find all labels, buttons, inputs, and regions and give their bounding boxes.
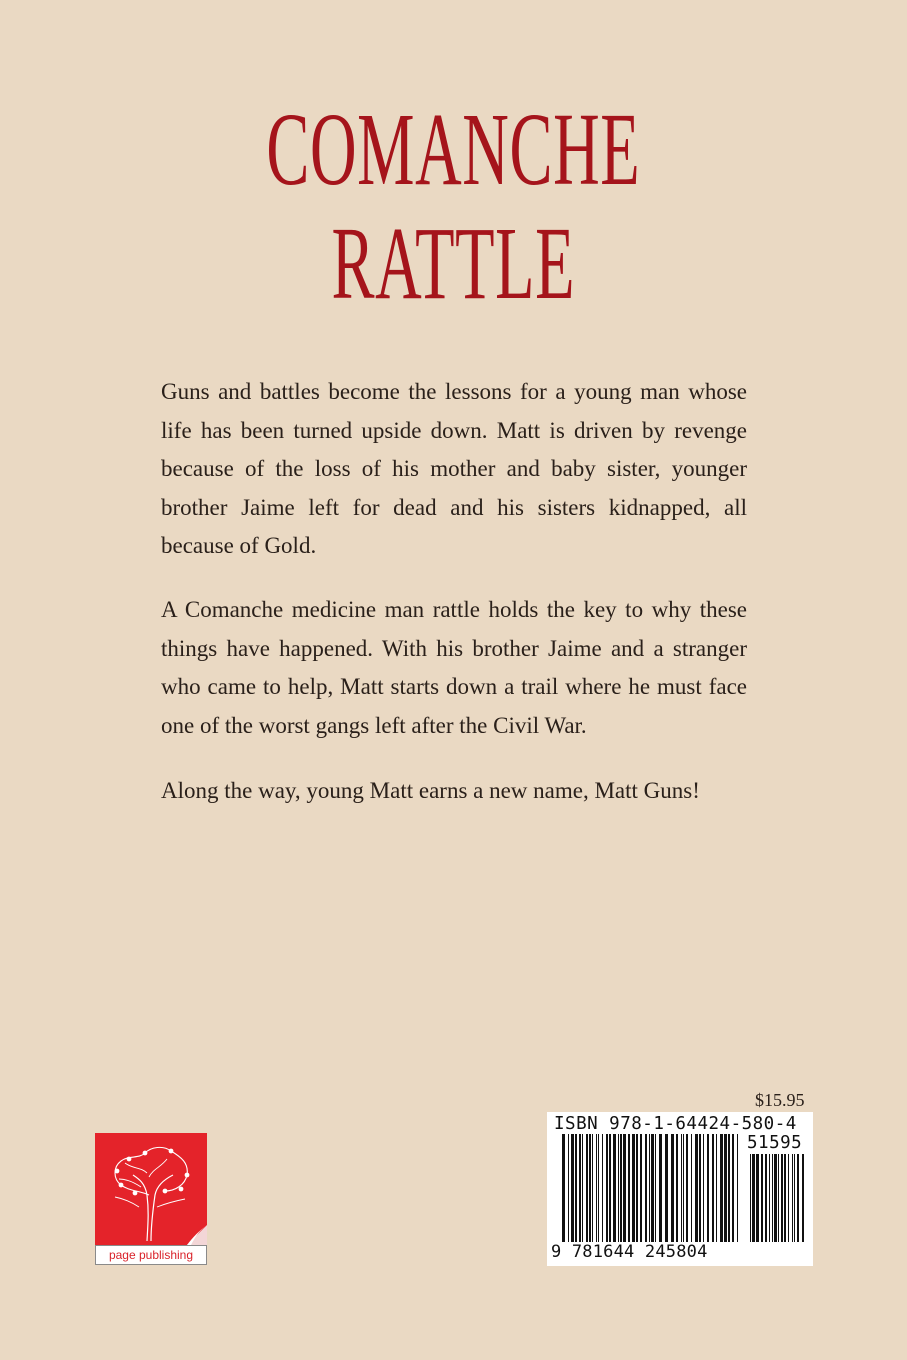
- barcode-bar: [655, 1134, 656, 1242]
- barcode-bar: [582, 1134, 583, 1242]
- barcode-bar: [772, 1154, 773, 1242]
- price-label: $15.95: [755, 1090, 805, 1110]
- barcode-bar: [732, 1134, 734, 1242]
- barcode-bar: [676, 1134, 678, 1242]
- barcode-bar: [720, 1134, 723, 1242]
- barcode-bar: [613, 1134, 616, 1242]
- barcode-bar: [645, 1134, 647, 1242]
- blurb-paragraph-2: A Comanche medicine man rattle holds the key to why these things have happened. With his brother Jaime and a stranger who came to help, Matt starts down a trail where he must face one of the worst gangs left after the Civil War.: [161, 597, 747, 738]
- barcode-bar: [649, 1134, 650, 1242]
- barcode-bar: [769, 1154, 770, 1242]
- barcode-bar: [712, 1134, 714, 1242]
- barcode-bar: [724, 1134, 727, 1242]
- barcode-bar: [699, 1134, 701, 1242]
- barcode-bar: [568, 1134, 569, 1242]
- barcode-bar: [618, 1134, 619, 1242]
- barcode-bar: [774, 1154, 777, 1242]
- barcode-bar: [636, 1134, 638, 1242]
- barcode-bar: [589, 1134, 591, 1242]
- barcode-bar: [640, 1134, 642, 1242]
- barcode-bar: [784, 1154, 786, 1242]
- barcode-bar: [586, 1134, 588, 1242]
- barcode-addon-bars: [750, 1154, 808, 1242]
- barcode-bar: [596, 1134, 597, 1242]
- barcode-bar: [683, 1134, 684, 1242]
- barcode-bar: [575, 1134, 577, 1242]
- publisher-logo: [95, 1133, 207, 1265]
- blurb-paragraph-3: Along the way, young Matt earns a new name, Matt Guns!: [161, 778, 700, 803]
- barcode-bar: [802, 1154, 804, 1242]
- blurb-paragraph-1: Guns and battles become the lessons for a young man whose life has been turned upside down. Matt is driven by revenge because of the loss of his mother and baby sister, younger brother Jaime left for dead and his sisters kidnapped, all because of Gold.: [161, 379, 747, 558]
- barcode-bar: [562, 1134, 565, 1242]
- barcode-bar: [671, 1134, 674, 1242]
- barcode-bar: [632, 1134, 635, 1242]
- isbn-number: ISBN 978-1-64424-580-4: [554, 1114, 797, 1134]
- barcode-bar: [659, 1134, 662, 1242]
- barcode-bar: [651, 1134, 654, 1242]
- barcode-bar: [686, 1134, 688, 1242]
- barcode-bar: [707, 1134, 709, 1242]
- barcode-bar: [794, 1154, 795, 1242]
- barcode-main-bars: [562, 1134, 740, 1242]
- barcode-bar: [750, 1154, 751, 1242]
- barcode-bar: [665, 1134, 668, 1242]
- barcode-bar: [716, 1134, 717, 1242]
- barcode-bar: [737, 1134, 738, 1242]
- barcode-bar: [788, 1154, 789, 1242]
- barcode-bar: [571, 1134, 574, 1242]
- barcode-bar: [756, 1154, 759, 1242]
- barcode-bar: [606, 1134, 608, 1242]
- barcode-bar: [691, 1134, 692, 1242]
- barcode-bar: [598, 1134, 599, 1242]
- tree-icon: [95, 1133, 207, 1245]
- barcode-bar: [623, 1134, 626, 1242]
- barcode-bar: [761, 1154, 763, 1242]
- barcode-bar: [781, 1154, 783, 1242]
- barcode-bar: [579, 1134, 581, 1242]
- barcode-bar: [628, 1134, 630, 1242]
- barcode-bar: [609, 1134, 611, 1242]
- isbn-barcode: [547, 1112, 813, 1266]
- barcode-bar: [765, 1154, 767, 1242]
- barcode-digits: 9 781644 245804: [551, 1242, 708, 1262]
- title-line-2: RATTLE: [331, 206, 576, 321]
- price-addon-code: 51595: [747, 1133, 803, 1153]
- barcode-bar: [703, 1134, 704, 1242]
- publisher-name: page publishing: [95, 1245, 207, 1265]
- barcode-bar: [728, 1134, 730, 1242]
- barcode-bar: [778, 1154, 779, 1242]
- barcode-bar: [792, 1154, 793, 1242]
- barcode-bar: [620, 1134, 622, 1242]
- barcode-bar: [752, 1154, 755, 1242]
- barcode-bar: [797, 1154, 799, 1242]
- barcode-bar: [602, 1134, 603, 1242]
- barcode-bar: [592, 1134, 593, 1242]
- barcode-bar: [695, 1134, 698, 1242]
- title-line-1: COMANCHE: [266, 92, 641, 207]
- barcode-bar: [681, 1134, 682, 1242]
